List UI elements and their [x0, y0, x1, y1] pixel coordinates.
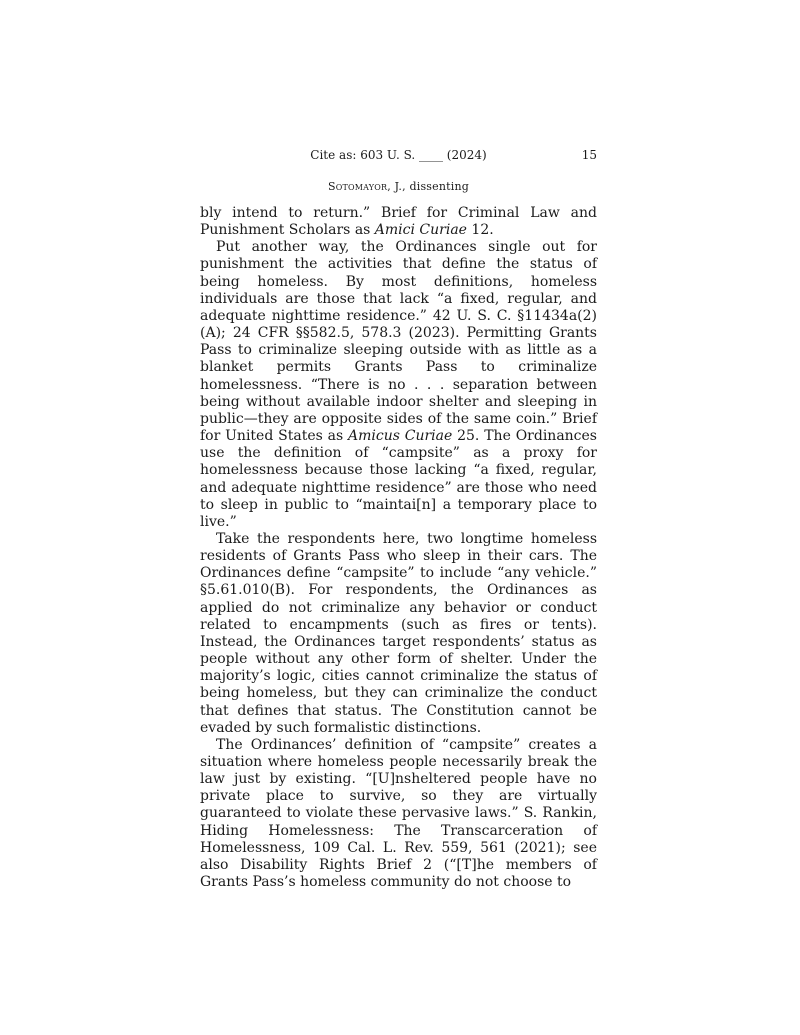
paragraph-4	[200, 737, 597, 891]
paragraph-text: The Ordinances’ definition of “campsite” creates a situation where homeless people necessarily break the law just by existing. “[U]nsheltered people have no private place to survive, so they are virtually guaranteed to violate these pervasive laws.” S. Rankin, Hiding Homelessness: The Transcarceration of Homelessness, 109 Cal. L. Rev. 559, 561 (2021); see also Disability Rights Brief 2 (“[T]he members of Grants Pass’s homeless community do not choose to	[200, 736, 597, 891]
paragraph-text: Take the respondents here, two longtime homeless residents of Grants Pass who sleep in their cars. The Ordinances define “campsite” to include “any vehicle.” §5.61.010(B). For respondents, the Ordinances as applied do not criminalize any behavior or conduct related to encampments (such as fires or tents). Instead, the Ordinances target respondents’ status as people without any other form of shelter. Under the majority’s logic, cities cannot criminalize the status of being homeless, but they can criminalize the conduct that defines that status. The Constitution cannot be evaded by such formalistic distinctions.	[200, 530, 597, 736]
author-name: Sotomayor	[327, 180, 388, 193]
paragraph-2	[200, 239, 597, 531]
citation-line: Cite as: 603 U. S. ____ (2024)	[310, 148, 487, 162]
running-head	[200, 148, 597, 166]
paragraph-text: bly intend to return.” Brief for Criminal Law and Punishment Scholars as	[200, 205, 597, 239]
paragraph-3	[200, 531, 597, 737]
page-number: 15	[581, 148, 597, 162]
paragraph-text: 25. The Ordinances use the definition of “campsite” as a proxy for homelessness because those lacking “a fixed, regular, and adequate nighttime residence” are those who need to sleep in public to “maintai[n] a temporary place to live.”	[200, 428, 597, 530]
paragraph-text: Put another way, the Ordinances single out for punishment the activities that define the status of being homeless. By most definitions, homeless individuals are those that lack “a fixed, regular, and adequate nighttime residence.” 42 U. S. C. §11434a(2)(A); 24 CFR §§582.5, 578.3 (2023). Permitting Grants Pass to criminalize sleeping outside with as little as a blanket permits Grants Pass to criminalize homelessness. “There is no . . . separation between being without available indoor shelter and sleeping in public—they are opposite sides of the same coin.” Brief for United States as	[200, 239, 597, 445]
italic-text: Amici Curiae	[374, 222, 467, 239]
author-suffix: , J., dissenting	[387, 180, 470, 193]
italic-text: Amicus Curiae	[348, 428, 453, 445]
paragraph-1	[200, 205, 597, 239]
paragraph-text: 12.	[466, 222, 494, 239]
opinion-body	[200, 205, 597, 891]
author-line	[200, 180, 597, 193]
